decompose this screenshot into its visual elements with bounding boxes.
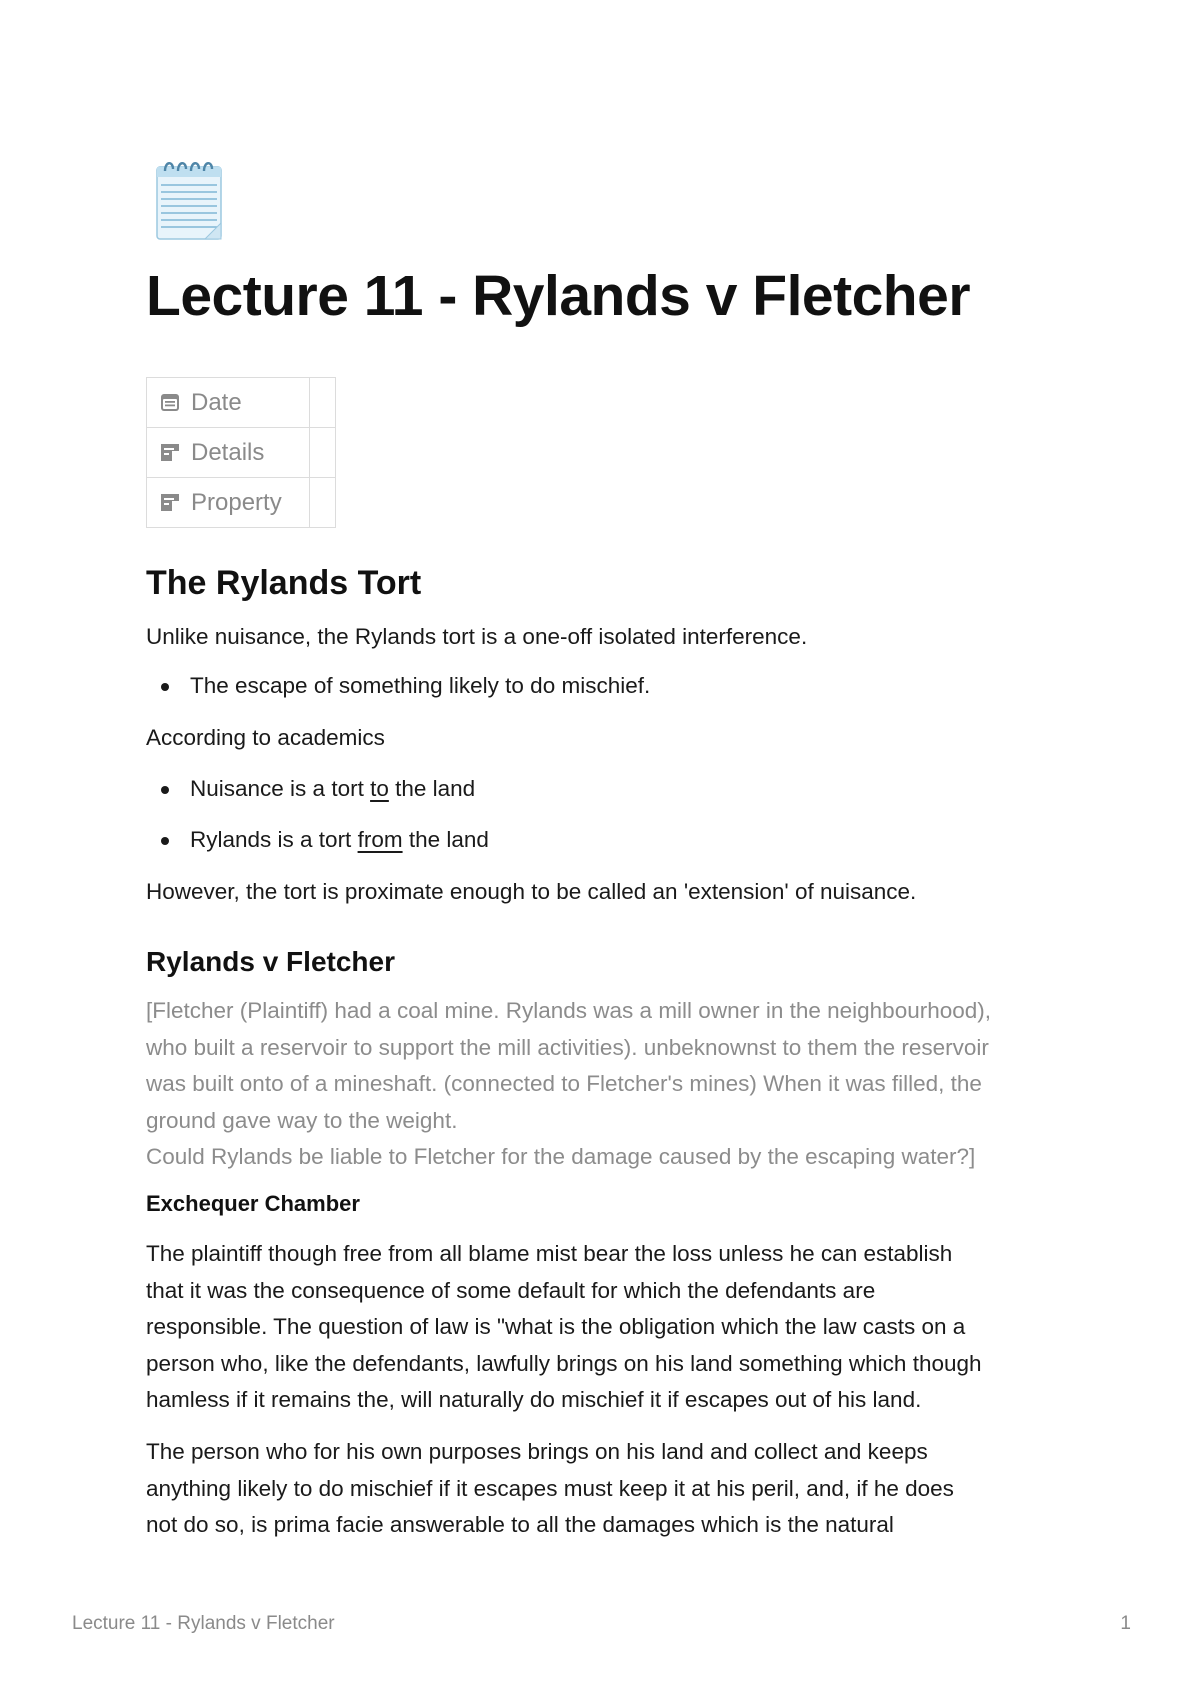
property-name[interactable] bbox=[147, 378, 310, 428]
property-value[interactable] bbox=[310, 428, 336, 478]
bullet-dot bbox=[161, 786, 169, 794]
bullet-dot bbox=[161, 837, 169, 845]
property-name[interactable] bbox=[147, 428, 310, 478]
property-label: Date bbox=[191, 388, 242, 416]
list-item-text-pre: Nuisance is a tort bbox=[190, 776, 371, 801]
property-value[interactable] bbox=[310, 478, 336, 528]
quote-line: ground gave way to the weight. bbox=[146, 1107, 458, 1133]
calendar-icon bbox=[159, 391, 181, 413]
property-row-date[interactable] bbox=[147, 378, 336, 428]
paragraph-exchequer-1 bbox=[146, 1236, 1076, 1419]
section-heading-rylands-v-fletcher: Rylands v Fletcher bbox=[146, 946, 395, 977]
conclusion-text: However, the tort is proximate enough to be called an 'extension' of nuisance. bbox=[146, 879, 917, 904]
subheading-exchequer-chamber: Exchequer Chamber bbox=[146, 1191, 360, 1216]
list-item bbox=[146, 825, 489, 855]
paragraph-exchequer-2 bbox=[146, 1434, 1076, 1544]
quote-line: who built a reservoir to support the mill activities). unbeknownst to them the reservoir bbox=[146, 1034, 989, 1060]
quote-line: was built onto of a mineshaft. (connected to Fletcher's mines) When it was filled, the bbox=[146, 1071, 982, 1096]
paragraph-line: The plaintiff though free from all blame mist bear the loss unless he can establish bbox=[146, 1241, 953, 1266]
property-row-property[interactable] bbox=[147, 478, 336, 528]
case-facts-quote bbox=[146, 993, 1076, 1176]
paragraph-line: person who, like the defendants, lawfully brings on his land something which though bbox=[146, 1350, 982, 1376]
underlined-text: to bbox=[370, 776, 389, 801]
property-row-details[interactable] bbox=[147, 428, 336, 478]
page-title: Lecture 11 - Rylands v Fletcher bbox=[146, 264, 970, 328]
notepad-icon bbox=[155, 157, 225, 243]
property-name[interactable] bbox=[147, 478, 310, 528]
text-property-icon bbox=[159, 441, 181, 463]
text-property-icon bbox=[159, 491, 181, 513]
page-number: 1 bbox=[1120, 1613, 1131, 1634]
academics-text: According to academics bbox=[146, 725, 385, 750]
footer-title: Lecture 11 - Rylands v Fletcher bbox=[72, 1613, 335, 1634]
paragraph-line: anything likely to do mischief if it escapes must keep it at his peril, and, if he does bbox=[146, 1475, 954, 1501]
list-item-text: The escape of something likely to do mischief. bbox=[190, 673, 651, 698]
list-item-text-pre: Rylands is a tort bbox=[190, 827, 358, 852]
quote-line: Could Rylands be liable to Fletcher for the damage caused by the escaping water?] bbox=[146, 1144, 976, 1169]
quote-line: [Fletcher (Plaintiff) had a coal mine. Rylands was a mill owner in the neighbourhood), bbox=[146, 998, 992, 1023]
paragraph-line: The person who for his own purposes brings on his land and collect and keeps bbox=[146, 1439, 928, 1464]
property-label: Property bbox=[191, 488, 282, 516]
intro-text: Unlike nuisance, the Rylands tort is a one-off isolated interference. bbox=[146, 624, 808, 649]
paragraph-line: responsible. The question of law is "what is the obligation which the law casts on a bbox=[146, 1314, 966, 1339]
underlined-text: from bbox=[357, 827, 403, 852]
paragraph-line: hamless if it remains the, will naturally do mischief it if escapes out of his land. bbox=[146, 1387, 922, 1412]
property-label: Details bbox=[191, 438, 265, 466]
section-heading-rylands-tort: The Rylands Tort bbox=[146, 564, 422, 602]
bullet-dot bbox=[161, 683, 169, 691]
list-item-text-post: the land bbox=[402, 827, 489, 852]
properties-table bbox=[146, 377, 336, 528]
list-item bbox=[146, 774, 475, 804]
list-item bbox=[146, 671, 650, 701]
paragraph-line: that it was the consequence of some default for which the defendants are bbox=[146, 1277, 876, 1303]
property-value[interactable] bbox=[310, 378, 336, 428]
paragraph-line: not do so, is prima facie answerable to all the damages which is the natural bbox=[146, 1512, 894, 1537]
list-item-text-post: the land bbox=[388, 776, 476, 801]
